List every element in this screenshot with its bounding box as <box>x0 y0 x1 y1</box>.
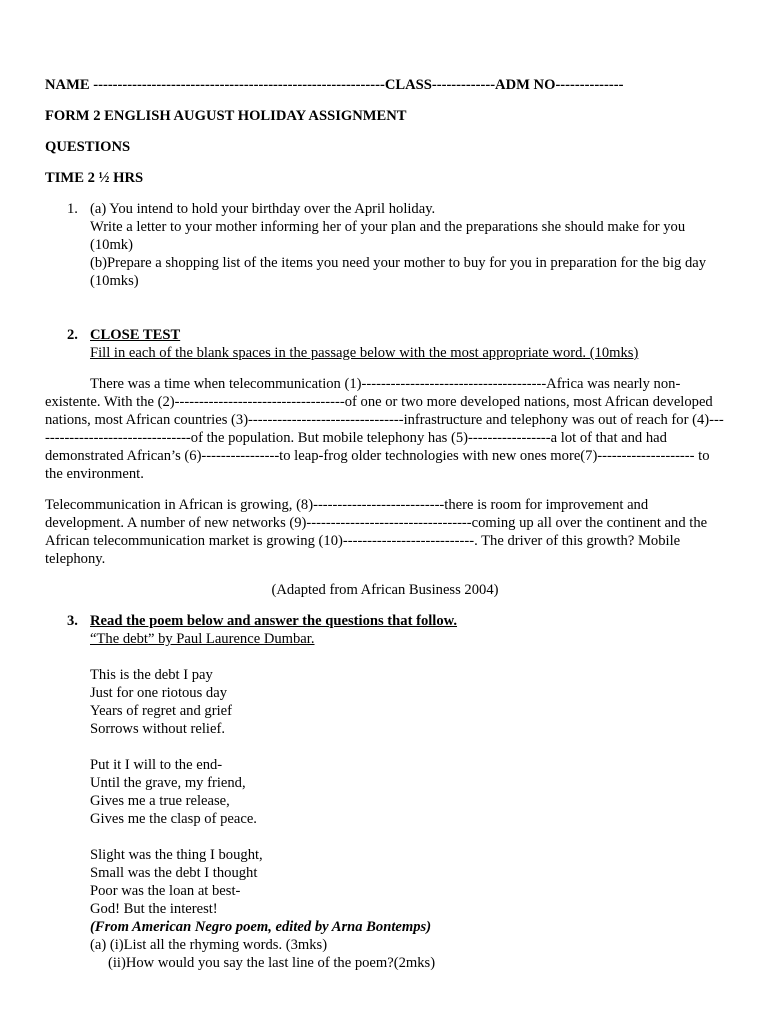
question-1b: (b)Prepare a shopping list of the items you need your mother to buy for you in preparation for the big day (10mks) <box>90 255 707 289</box>
poem-line: This is the debt I pay <box>90 667 213 683</box>
question-3-heading: Read the poem below and answer the questions that follow. <box>90 613 458 629</box>
poem-line: Until the grave, my friend, <box>90 775 246 791</box>
poem-line: Gives me a true release, <box>90 793 230 809</box>
poem-line: Put it I will to the end- <box>90 757 223 773</box>
question-3-number: 3. <box>67 613 78 629</box>
poem-stanza-2 <box>90 756 725 828</box>
question-2-heading: CLOSE TEST <box>90 327 181 343</box>
poem-line: Poor was the loan at best- <box>90 883 241 899</box>
poem-attribution: (From American Negro poem, edited by Arna Bontemps) <box>90 919 432 935</box>
name-class-adm-line: NAME ------------------------------------------------------------CLASS-------------ADM NO-------------- <box>45 77 624 93</box>
question-3a-ii: (ii)How would you say the last line of the poem?(2mks) <box>108 955 436 971</box>
question-1a-task: Write a letter to your mother informing her of your plan and the preparations she should make for you (10mk) <box>90 219 686 253</box>
poem-stanza-1 <box>90 666 725 738</box>
question-1-number: 1. <box>67 201 78 217</box>
question-2-number: 2. <box>67 327 78 343</box>
cloze-paragraph-2: Telecommunication in African is growing, (8)---------------------------there is room for improvement and development. A number of new networks (9)----------------------------------coming up all over the continent and the African telecommunication market is growing (10)---------------------------. The driver of this growth? Mobile telephony. <box>45 497 708 567</box>
question-1 <box>45 200 725 290</box>
document-page <box>45 76 725 972</box>
question-2-instruction: Fill in each of the blank spaces in the passage below with the most appropriate word. (10mks) <box>90 345 639 361</box>
poem-line: God! But the interest! <box>90 901 218 917</box>
questions-heading: QUESTIONS <box>45 139 131 155</box>
poem-line: Gives me the clasp of peace. <box>90 811 257 827</box>
poem-line: Slight was the thing I bought, <box>90 847 263 863</box>
poem-stanza-3 <box>90 846 725 918</box>
passage-source: (Adapted from African Business 2004) <box>271 582 499 598</box>
cloze-paragraph-1: There was a time when telecommunication (1)--------------------------------------Africa was nearly non-existente. With the (2)-----------------------------------of one or two more developed nations, most African developed nations, most African countries (3)--------------------------------infrastructure and telephony was out of reach for (4)---------------------------------of the population. But mobile telephony has (5)-----------------a lot of that and had demonstrated African’s (6)----------------to leap-frog older technologies with new ones more(7)-------------------- to the environment. <box>45 376 724 482</box>
poem-line: Just for one riotous day <box>90 685 228 701</box>
poem-title: “The debt” by Paul Laurence Dumbar. <box>90 631 315 647</box>
poem-line: Small was the debt I thought <box>90 865 258 881</box>
question-3a-i: (a) (i)List all the rhyming words. (3mks) <box>90 937 328 953</box>
poem-line: Sorrows without relief. <box>90 721 225 737</box>
question-2 <box>45 326 725 362</box>
question-1a: (a) You intend to hold your birthday over the April holiday. <box>90 201 436 217</box>
question-3 <box>45 612 725 972</box>
poem-line: Years of regret and grief <box>90 703 232 719</box>
time-allowed: TIME 2 ½ HRS <box>45 170 144 186</box>
assignment-title: FORM 2 ENGLISH AUGUST HOLIDAY ASSIGNMENT <box>45 108 407 124</box>
